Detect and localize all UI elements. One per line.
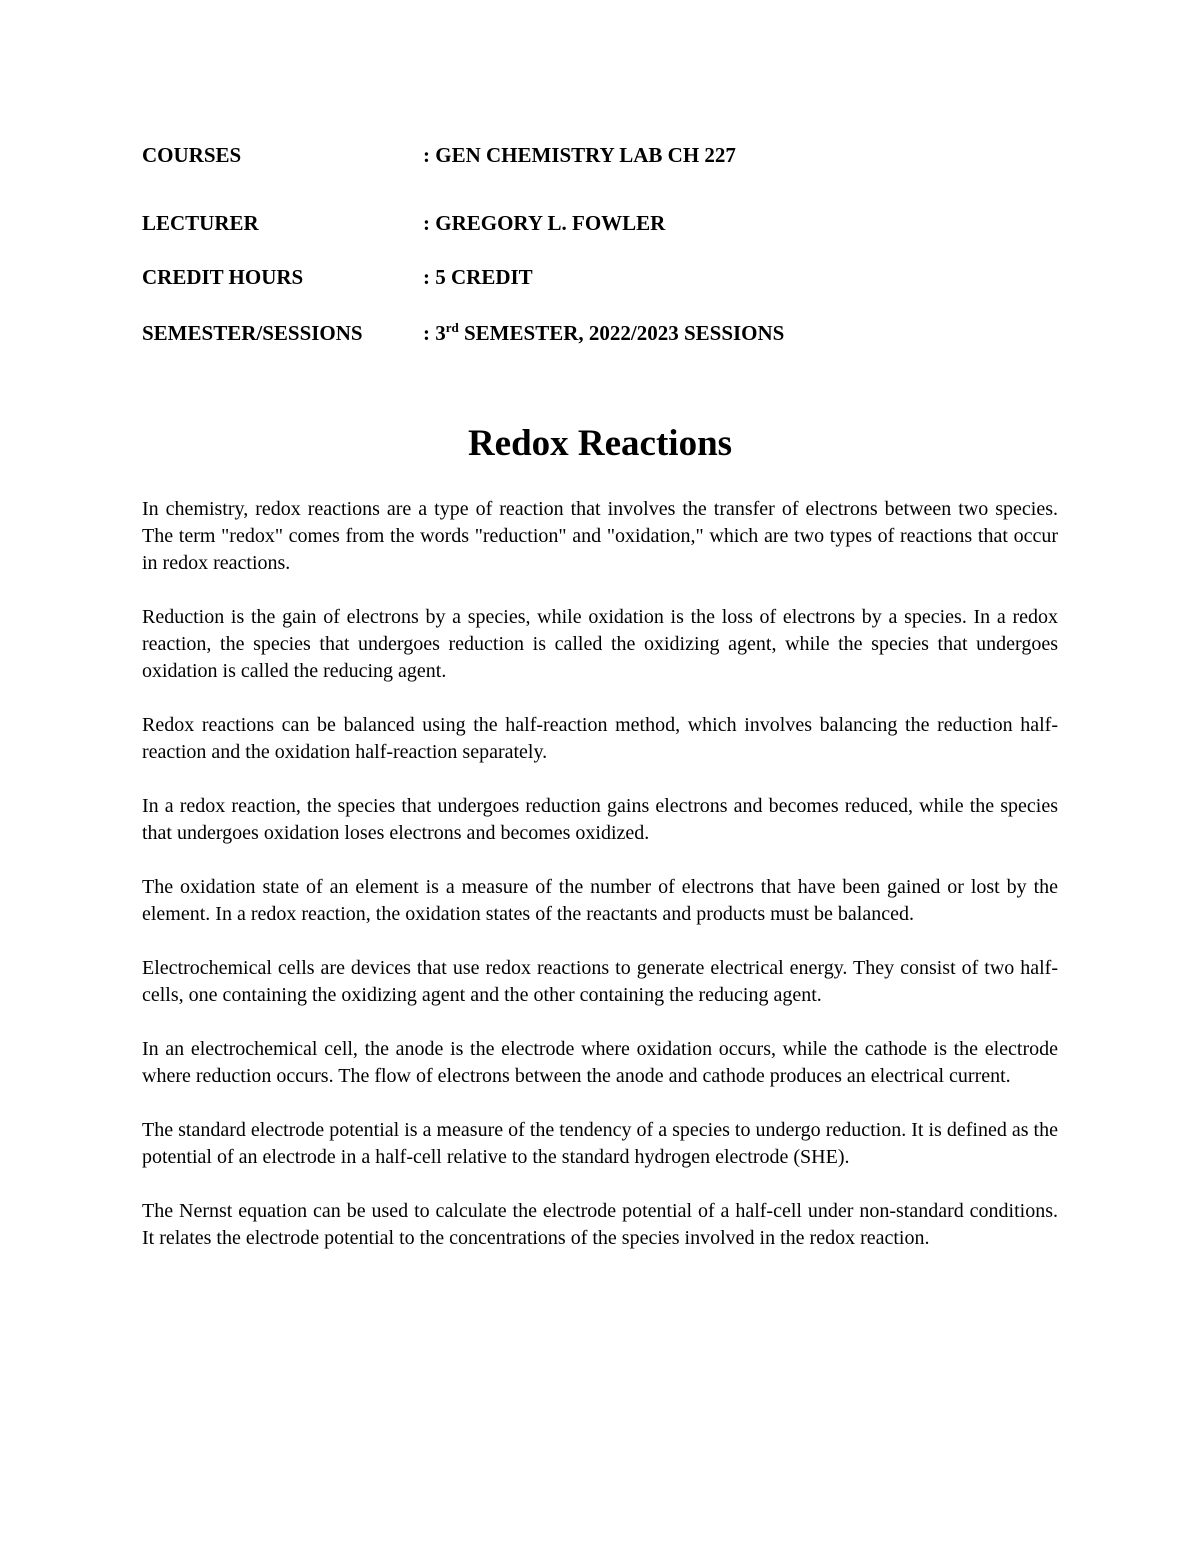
body-paragraph: In a redox reaction, the species that undergoes reduction gains electrons and becomes reduced, while the species that undergoes oxidation loses electrons and becomes oxidized. — [142, 795, 1058, 844]
body-paragraph: The oxidation state of an element is a measure of the number of electrons that have been gained or lost by the element. In a redox reaction, the oxidation states of the reactants and products must be balanced. — [142, 876, 1058, 925]
course-info-row-lecturer — [142, 208, 1062, 238]
body-paragraph: The Nernst equation can be used to calculate the electrode potential of a half-cell under non-standard conditions. It relates the electrode potential to the concentrations of the species involved in the redox reaction. — [142, 1200, 1058, 1249]
course-info-row-credit-hours — [142, 262, 1062, 292]
course-info-label: SEMESTER/SESSIONS — [142, 321, 363, 345]
body-paragraph: Redox reactions can be balanced using the half-reaction method, which involves balancing the reduction half-reaction and the oxidation half-reaction separately. — [142, 714, 1058, 763]
course-info-label: LECTURER — [142, 211, 259, 235]
body-paragraph: The standard electrode potential is a measure of the tendency of a species to undergo reduction. It is defined as the potential of an electrode in a half-cell relative to the standard hydrogen electrode (SHE). — [142, 1119, 1058, 1168]
body-paragraph: Electrochemical cells are devices that use redox reactions to generate electrical energy. They consist of two half-cells, one containing the oxidizing agent and the other containing the reducing agent. — [142, 957, 1058, 1006]
course-info-value-text: : GEN CHEMISTRY LAB CH 227 — [423, 143, 736, 167]
course-info-value — [423, 140, 736, 170]
course-info-value — [423, 318, 784, 348]
course-info-value — [423, 262, 533, 292]
course-info-value-text: : GREGORY L. FOWLER — [423, 211, 666, 235]
body-paragraph: Reduction is the gain of electrons by a species, while oxidation is the loss of electrons by a species. In a redox reaction, the species that undergoes reduction is called the oxidizing agent, while the species that undergoes oxidation is called the reducing agent. — [142, 606, 1058, 682]
body-paragraph: In an electrochemical cell, the anode is the electrode where oxidation occurs, while the cathode is the electrode where reduction occurs. The flow of electrons between the anode and cathode produces an electrical current. — [142, 1038, 1058, 1087]
course-info-value — [423, 208, 665, 238]
ordinal-superscript: rd — [445, 320, 459, 335]
document-title: Redox Reactions — [467, 423, 733, 464]
course-info-value-text: : 3 — [423, 321, 446, 345]
course-info-label: CREDIT HOURS — [142, 265, 304, 289]
course-info-value-suffix: SEMESTER, 2022/2023 SESSIONS — [458, 321, 785, 345]
course-info-value-text: : 5 CREDIT — [423, 265, 533, 289]
body-paragraph: In chemistry, redox reactions are a type of reaction that involves the transfer of electrons between two species. The term "redox" comes from the words "reduction" and "oxidation," which are two types of reactions that occur in redox reactions. — [142, 498, 1058, 574]
course-info-row-courses — [142, 140, 1062, 170]
document-body — [142, 496, 1058, 1279]
course-info-label: COURSES — [142, 143, 242, 167]
course-info-row-semester — [142, 318, 1062, 348]
